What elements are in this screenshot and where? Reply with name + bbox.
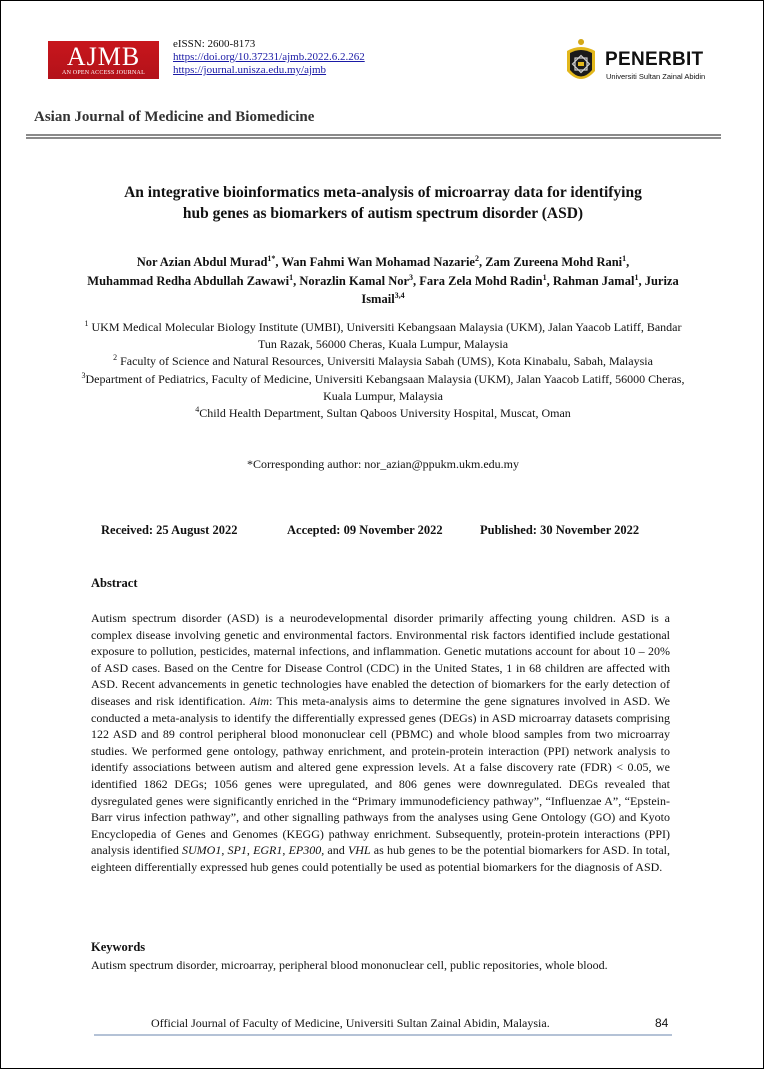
corresponding-author: *Corresponding author: nor_azian@ppukm.ukm.edu.my [246,457,519,471]
author: Juriza Ismail [361,273,679,306]
journal-meta [173,38,365,77]
author: Nor Azian Abdul Murad [136,255,268,269]
affiliations [81,319,685,422]
received-date: Received: 25 August 2022 [101,523,238,537]
footer-divider [94,1034,672,1036]
author: Fara Zela Mohd Radin [419,273,543,288]
author: Norazlin Kamal Nor [299,273,410,288]
author-list: Nor Azian Abdul Murad$^{1*}$, Wan Fahmi Wan Mohamad Nazarie$^2$, Zam Zureena Mohd Rani$^1$, Muhammad Redha Abdullah Zawawi$^1$, Norazlin Kamal Nor$^3$, Fara Zela Mohd Radin$^1$, Rahman Jamal$^1$, Juriza Ismail$^{3,4}$ [87,253,679,306]
accepted-date: Accepted: 09 November 2022 [287,523,443,537]
keywords-heading: Keywords [91,940,146,954]
author: Zam Zureena Mohd Rani [485,255,623,269]
logo-tagline: AN OPEN ACCESS JOURNAL [62,70,145,76]
crest-icon [561,37,601,89]
article-title: An integrative bioinformatics meta-analysis of microarray data for identifying hub genes as biomarkers of autism spectrum disorder (ASD) [124,184,642,222]
publisher-subtitle: Universiti Sultan Zainal Abidin [606,72,706,81]
ajmb-logo [48,41,159,79]
page-number: 84 [655,1016,669,1030]
author: Wan Fahmi Wan Mohamad Nazarie [281,255,475,269]
journal-name: Asian Journal of Medicine and Biomedicine [34,109,315,125]
affiliation: $^4$Child Health Department, Sultan Qaboos University Hospital, Muscat, Oman [195,405,571,421]
author: Muhammad Redha Abdullah Zawawi [87,273,290,288]
header-divider [26,134,721,139]
affiliation: $^2$ Faculty of Science and Natural Resources, Universiti Malaysia Sabah (UMS), Kota Kinabalu, Sabah, Malaysia [113,353,653,369]
affiliation: $^1$ UKM Medical Molecular Biology Institute (UMBI), Universiti Kebangsaan Malaysia (UKM), Jalan Yaacob Latiff, Bandar Tun Razak, 56000 Cheras, Kuala Lumpur, Malaysia [84,319,682,352]
doi-link[interactable]: https://doi.org/10.37231/ajmb.2022.6.2.262 [173,51,365,63]
journal-link[interactable]: https://journal.unisza.edu.my/ajmb [173,64,327,76]
affiliation: $^3$Department of Pediatrics, Faculty of Medicine, Universiti Kebangsaan Malaysia (UKM), Jalan Yaacob Latiff, 56000 Cheras, Kuala Lumpur, Malaysia [81,370,685,403]
author: Rahman Jamal [552,273,635,288]
footer-text: Official Journal of Faculty of Medicine, Universiti Sultan Zainal Abidin, Malaysia. [151,1016,550,1030]
abstract-heading: Abstract [91,576,138,590]
publisher-logo [561,35,721,91]
keywords-body: Autism spectrum disorder, microarray, peripheral blood mononuclear cell, public repositories, whole blood. [91,958,608,972]
eissn: eISSN: 2600-8173 [173,38,256,50]
publisher-name: PENERBIT [605,49,704,70]
abstract-body: Autism spectrum disorder (ASD) is a neurodevelopmental disorder primarily affecting young children. ASD is a complex disease involving genetic and environmental factors. Environmental risk factors identified include gestational exposure to pollution, pesticides, maternal infections, and inflammation. Genetic mutations account for about 10 – 20% of ASD cases. Based on the Centre for Disease Control (CDC) in the United States, 1 in 68 children are affected with ASD. Recent advancements in genetic technologies have enabled the detection of biomarkers for the early detection of diseases and risk identification. Aim: This meta-analysis aims to determine the gene signatures involved in ASD. We conducted a meta-analysis to identify the differentially expressed genes (DEGs) in ASD microarray datasets comprising 122 ASD and 89 control peripheral blood mononuclear cell (PBMC) and whole blood samples from two microarray studies. We performed gene ontology, pathway enrichment, and protein-protein interaction (PPI) network analysis to identify associations between autism and altered gene expression levels. At a false discovery rate (FDR) < 0.05, we identified 1862 DEGs; 1056 genes were upregulated, and 806 genes were downregulated. DEGs revealed that dysregulated genes were significantly enriched in the “Primary immunodeficiency pathway”, “Influenzae A”, “Epstein-Barr virus infection pathway”, and other signalling pathways from the analyses using Gene Ontology (GO) and Kyoto Encyclopedia of Genes and Genomes (KEGG) pathway enrichment. Subsequently, protein-protein interactions (PPI) analysis identified SUMO1, SP1, EGR1, EP300, and VHL as hub genes to be the potential biomarkers for ASD. In total, eighteen differentially expressed hub genes could potentially be used as potential biomarkers for the diagnosis of ASD. [91,611,671,874]
logo-text: AJMB [66,42,141,71]
published-date: Published: 30 November 2022 [480,523,640,537]
